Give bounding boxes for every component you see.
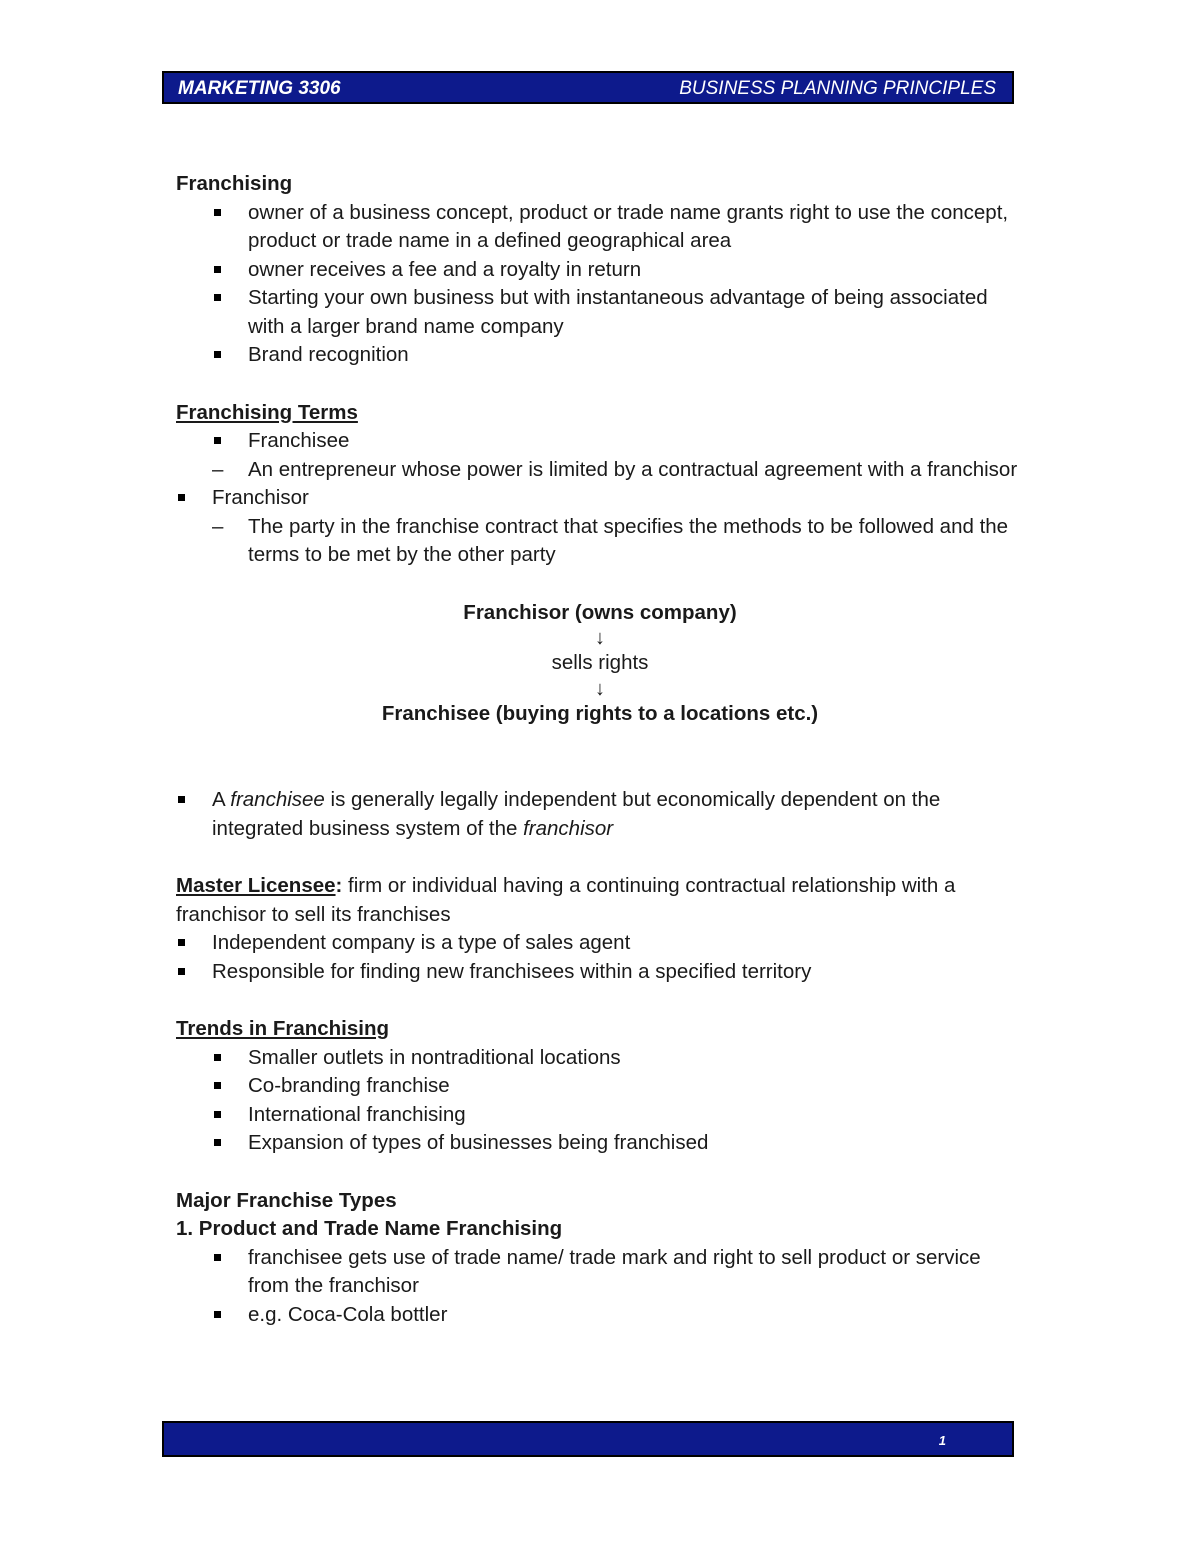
franchising-list <box>212 199 1026 370</box>
list-item: International franchising <box>212 1101 1026 1130</box>
list-item: Franchisor <box>176 484 1026 513</box>
franchisor-definition: – The party in the franchise contract that specifies the methods to be followed and the terms to be met by the other party <box>212 514 1009 566</box>
list-item: Expansion of types of businesses being franchised <box>212 1129 1026 1158</box>
list-item: owner receives a fee and a royalty in return <box>212 256 1026 285</box>
square-bullet-icon <box>214 1311 221 1318</box>
franchising-heading: Franchising <box>176 172 293 195</box>
types-list <box>212 1244 1026 1330</box>
course-subtitle: BUSINESS PLANNING PRINCIPLES <box>679 78 996 99</box>
list-item: Responsible for finding new franchisees within a specified territory <box>176 958 1026 987</box>
list-item: Co-branding franchise <box>212 1072 1026 1101</box>
square-bullet-icon <box>214 209 221 216</box>
list-item: Brand recognition <box>212 341 1026 370</box>
square-bullet-icon <box>214 266 221 273</box>
master-list <box>176 929 1026 986</box>
flow-franchisor: Franchisor (owns company) <box>463 600 737 624</box>
header-band <box>162 71 1014 104</box>
flow-franchisee: Franchisee (buying rights to a locations etc.) <box>381 701 819 725</box>
square-bullet-icon <box>214 1111 221 1118</box>
square-bullet-icon <box>214 1082 221 1089</box>
down-arrow-icon: ↓ <box>595 627 605 649</box>
master-licensee-definition: Master Licensee: firm or individual having a continuing contractual relationship with a franchisor to sell its franchises <box>176 874 956 926</box>
franchisee-definition: – An entrepreneur whose power is limited by a contractual agreement with a franchisor <box>212 456 1026 485</box>
list-item: Franchisee <box>212 427 1026 456</box>
terms-heading: Franchising Terms <box>176 400 358 424</box>
square-bullet-icon <box>214 1054 221 1061</box>
square-bullet-icon <box>214 1254 221 1261</box>
types-subheading: 1. Product and Trade Name Franchising <box>176 1217 563 1240</box>
list-item: e.g. Coca-Cola bottler <box>212 1301 1026 1330</box>
flow-sells-rights: sells rights <box>551 651 649 674</box>
independence-statement: A franchisee is generally legally independent but economically dependent on the integrated business system of the franchisor <box>176 786 1026 843</box>
dash-bullet-icon: – <box>212 457 224 481</box>
trends-heading: Trends in Franchising <box>176 1017 390 1040</box>
square-bullet-icon <box>178 968 185 975</box>
square-bullet-icon <box>178 494 185 501</box>
franchise-flow-diagram <box>176 599 1024 729</box>
square-bullet-icon <box>178 939 185 946</box>
square-bullet-icon <box>214 351 221 358</box>
square-bullet-icon <box>214 294 221 301</box>
footer-band <box>162 1421 1014 1457</box>
down-arrow-icon: ↓ <box>595 677 605 700</box>
document-body <box>176 170 1026 1329</box>
page-number: 1 <box>938 1433 946 1448</box>
dash-bullet-icon: – <box>212 514 224 538</box>
square-bullet-icon <box>178 796 185 803</box>
list-item: Independent company is a type of sales agent <box>176 929 1026 958</box>
list-item: franchisee gets use of trade name/ trade mark and right to sell product or service from the franchisor <box>212 1244 1026 1301</box>
list-item: Smaller outlets in nontraditional locations <box>212 1044 1026 1073</box>
square-bullet-icon <box>214 437 221 444</box>
square-bullet-icon <box>214 1139 221 1146</box>
course-title: MARKETING 3306 <box>178 78 341 99</box>
trends-list <box>212 1044 1026 1158</box>
master-licensee-label: Master Licensee <box>176 874 336 897</box>
types-heading: Major Franchise Types <box>176 1188 397 1212</box>
list-item: owner of a business concept, product or trade name grants right to use the concept, product or trade name in a defined geographical area <box>212 199 1026 256</box>
list-item: Starting your own business but with instantaneous advantage of being associated with a larger brand name company <box>212 284 1026 341</box>
